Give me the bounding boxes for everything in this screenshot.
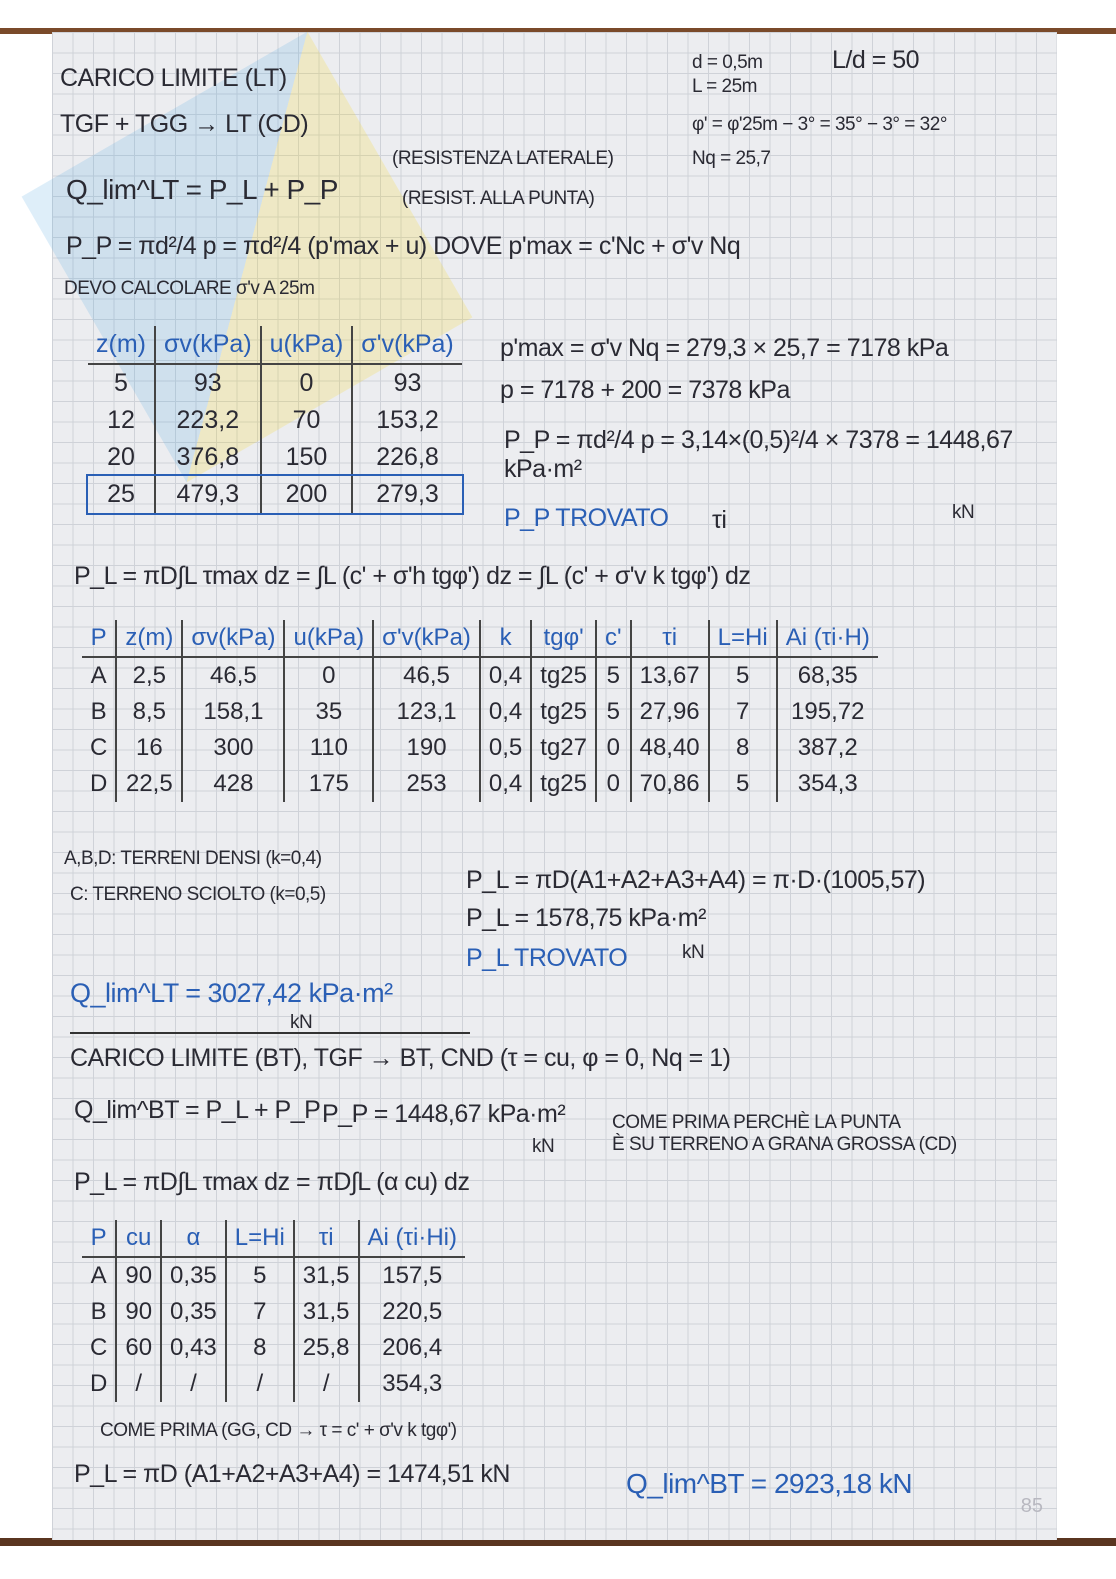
title: CARICO LIMITE (LT) [60, 64, 287, 92]
cell: 0,35 [161, 1257, 226, 1294]
unit-kn: kN [290, 1012, 313, 1033]
cell: 93 [155, 364, 261, 402]
cell: 0,5 [480, 730, 531, 766]
given-ratio: L/d = 50 [832, 46, 920, 74]
line-tgf: TGF + TGG → LT (CD) [60, 110, 309, 138]
col-header: z(m) [116, 620, 182, 657]
cell: B [90, 1298, 107, 1325]
table-row [82, 1330, 465, 1366]
page-number: 85 [1020, 1495, 1043, 1517]
col-header: z(m) [88, 326, 155, 364]
cell: 90 [116, 1257, 161, 1294]
col-header: P [82, 1220, 116, 1257]
col-header: L=Hi [709, 620, 777, 657]
col-header: c' [596, 620, 631, 657]
col-header: σ'v(kPa) [352, 326, 461, 364]
cell: 0 [284, 657, 373, 694]
col-header: τi [294, 1220, 359, 1257]
col-header: tgφ' [531, 620, 596, 657]
cell: 8 [226, 1330, 294, 1366]
unit-kn: kN [532, 1136, 555, 1157]
table-row [82, 1294, 465, 1330]
cell: 7 [709, 694, 777, 730]
cell: 0 [261, 364, 353, 402]
col-header: Ai (τi·Hi) [359, 1220, 465, 1257]
cell: 5 [114, 369, 128, 397]
q-bt-result: Q_lim^BT = 2923,18 kN [626, 1468, 913, 1499]
cell: 0,4 [480, 694, 531, 730]
pl-formula: P_L = πD∫L τmax dz = ∫L (c' + σ'h tgφ') dz = ∫L (c' + σ'v k tgφ') dz [74, 562, 751, 590]
col-header: σv(kPa) [182, 620, 284, 657]
col-header: Ai (τi·H) [777, 620, 878, 657]
cell: 2,5 [116, 657, 182, 694]
cell: / [294, 1366, 359, 1402]
col-header: P [82, 620, 116, 657]
table-row [88, 364, 462, 402]
cell: 13,67 [631, 657, 709, 694]
table-row [82, 1366, 465, 1402]
table-row-highlighted [88, 476, 462, 513]
bt-pl: P_L = πD (A1+A2+A3+A4) = 1474,51 kN [74, 1460, 510, 1488]
devo-text: DEVO CALCOLARE σ'v A 25m [64, 278, 315, 299]
cell: tg25 [531, 694, 596, 730]
skin-friction-table [82, 620, 878, 802]
table-row [82, 1257, 465, 1294]
given-phi: φ' = φ'25m − 3° = 35° − 3° = 32° [692, 114, 947, 135]
soils-dense: A,B,D: TERRENI DENSI (k=0,4) [64, 848, 322, 869]
given-d: d = 0,5m [692, 52, 763, 73]
cell: D [90, 1370, 108, 1397]
cell: 25 [107, 480, 135, 508]
calc-pl-value: P_L = 1578,75 kPa·m² [466, 904, 706, 932]
cell: 5 [709, 657, 777, 694]
cell: 22,5 [116, 766, 182, 802]
table-row [88, 402, 462, 439]
bt-note-1: COME PRIMA PERCHÈ LA PUNTA [612, 1112, 901, 1133]
cell: 5 [226, 1257, 294, 1294]
stress-table [88, 326, 462, 513]
calc-pp: P_P = πd²/4 p = 3,14×(0,5)²/4 × 7378 = 1448,67 kPa·m² [504, 426, 1013, 483]
cell: 8 [709, 730, 777, 766]
calc-pl: P_L = πD(A1+A2+A3+A4) = π·D·(1005,57) [466, 866, 926, 894]
cell: 68,35 [777, 657, 878, 694]
notebook-page [52, 32, 1057, 1540]
cell: 25,8 [294, 1330, 359, 1366]
cell: 428 [182, 766, 284, 802]
cell: 70 [261, 402, 353, 439]
table-row [82, 766, 878, 802]
q-formula: Q_lim^LT = P_L + P_P [66, 174, 338, 205]
cell: 200 [261, 476, 353, 513]
cell: C [90, 1334, 108, 1361]
col-header: u(kPa) [261, 326, 353, 364]
cell: 206,4 [359, 1330, 465, 1366]
bt-note-2: È SU TERRENO A GRANA GROSSA (CD) [612, 1134, 957, 1155]
table-row [88, 439, 462, 476]
cell: tg25 [531, 657, 596, 694]
calc-pmax: p'max = σ'v Nq = 279,3 × 25,7 = 7178 kPa [500, 334, 949, 362]
tau-label: τi [712, 506, 727, 534]
cell: 226,8 [352, 439, 461, 476]
given-L: L = 25m [692, 76, 757, 97]
cell: 479,3 [155, 476, 261, 513]
cell: B [90, 698, 107, 725]
cell: 46,5 [182, 657, 284, 694]
q-lt-result: Q_lim^LT = 3027,42 kPa·m² [70, 978, 393, 1008]
cell: 253 [373, 766, 480, 802]
cell: 150 [261, 439, 353, 476]
pp-formula: P_P = πd²/4 p = πd²/4 (p'max + u) DOVE p'max = c'Nc + σ'v Nq [66, 232, 741, 260]
cell: 158,1 [182, 694, 284, 730]
unit-kn: kN [682, 942, 705, 963]
col-header: α [161, 1220, 226, 1257]
cell: 16 [116, 730, 182, 766]
given-nq: Nq = 25,7 [692, 148, 771, 169]
cell: A [90, 662, 107, 689]
cell: 27,96 [631, 694, 709, 730]
cell: D [90, 770, 108, 797]
col-header: σ'v(kPa) [373, 620, 480, 657]
cell: 279,3 [352, 476, 461, 513]
cell: 0,43 [161, 1330, 226, 1366]
cell: / [161, 1366, 226, 1402]
cell: 376,8 [155, 439, 261, 476]
cell: 190 [373, 730, 480, 766]
undrained-table [82, 1220, 465, 1402]
cell: 90 [116, 1294, 161, 1330]
col-header: σv(kPa) [155, 326, 261, 364]
cell: 0,35 [161, 1294, 226, 1330]
cell: 195,72 [777, 694, 878, 730]
bt-q: Q_lim^BT = P_L + P_P [74, 1096, 321, 1124]
note-lateral: (RESISTENZA LATERALE) [392, 148, 614, 169]
note-tip: (RESIST. ALLA PUNTA) [402, 188, 595, 209]
cell: 5 [596, 694, 631, 730]
cell: 5 [596, 657, 631, 694]
cell: 60 [116, 1330, 161, 1366]
unit-kn: kN [952, 502, 975, 523]
cell: 93 [352, 364, 461, 402]
cell: 220,5 [359, 1294, 465, 1330]
cell: 20 [107, 443, 135, 471]
cell: 7 [226, 1294, 294, 1330]
cell: 175 [284, 766, 373, 802]
cell: 8,5 [116, 694, 182, 730]
soils-loose: C: TERRENO SCIOLTO (k=0,5) [70, 884, 326, 905]
bt-title: CARICO LIMITE (BT), TGF → BT, CND (τ = cu, φ = 0, Nq = 1) [70, 1044, 731, 1072]
cell: 12 [107, 406, 135, 434]
col-header: k [480, 620, 531, 657]
bt-pp: P_P = 1448,67 kPa·m² [322, 1100, 566, 1128]
pl-found: P_L TROVATO [466, 944, 628, 972]
cell: 70,86 [631, 766, 709, 802]
cell: 0,4 [480, 766, 531, 802]
cell: 46,5 [373, 657, 480, 694]
col-header: u(kPa) [284, 620, 373, 657]
cell: 157,5 [359, 1257, 465, 1294]
cell: C [90, 734, 108, 761]
cell: 0,4 [480, 657, 531, 694]
cell: 31,5 [294, 1294, 359, 1330]
cell: / [116, 1366, 161, 1402]
cell: 5 [709, 766, 777, 802]
cell: 387,2 [777, 730, 878, 766]
cell: 223,2 [155, 402, 261, 439]
cell: 110 [284, 730, 373, 766]
cell: / [226, 1366, 294, 1402]
pp-found: P_P TROVATO [504, 504, 669, 532]
cell: tg25 [531, 766, 596, 802]
bt-note: COME PRIMA (GG, CD → τ = c' + σ'v k tgφ') [100, 1420, 457, 1441]
cell: 0 [596, 730, 631, 766]
col-header: τi [631, 620, 709, 657]
cell: 0 [596, 766, 631, 802]
divider [70, 1032, 470, 1034]
cell: 35 [284, 694, 373, 730]
col-header: cu [116, 1220, 161, 1257]
table-row [82, 657, 878, 694]
table-row [82, 730, 878, 766]
table-row [82, 694, 878, 730]
cell: tg27 [531, 730, 596, 766]
cell: A [90, 1262, 107, 1289]
cell: 31,5 [294, 1257, 359, 1294]
cell: 153,2 [352, 402, 461, 439]
cell: 123,1 [373, 694, 480, 730]
bt-pl-formula: P_L = πD∫L τmax dz = πD∫L (α cu) dz [74, 1168, 470, 1196]
cell: 300 [182, 730, 284, 766]
cell: 354,3 [777, 766, 878, 802]
col-header: L=Hi [226, 1220, 294, 1257]
cell: 354,3 [359, 1366, 465, 1402]
calc-p: p = 7178 + 200 = 7378 kPa [500, 376, 790, 404]
cell: 48,40 [631, 730, 709, 766]
